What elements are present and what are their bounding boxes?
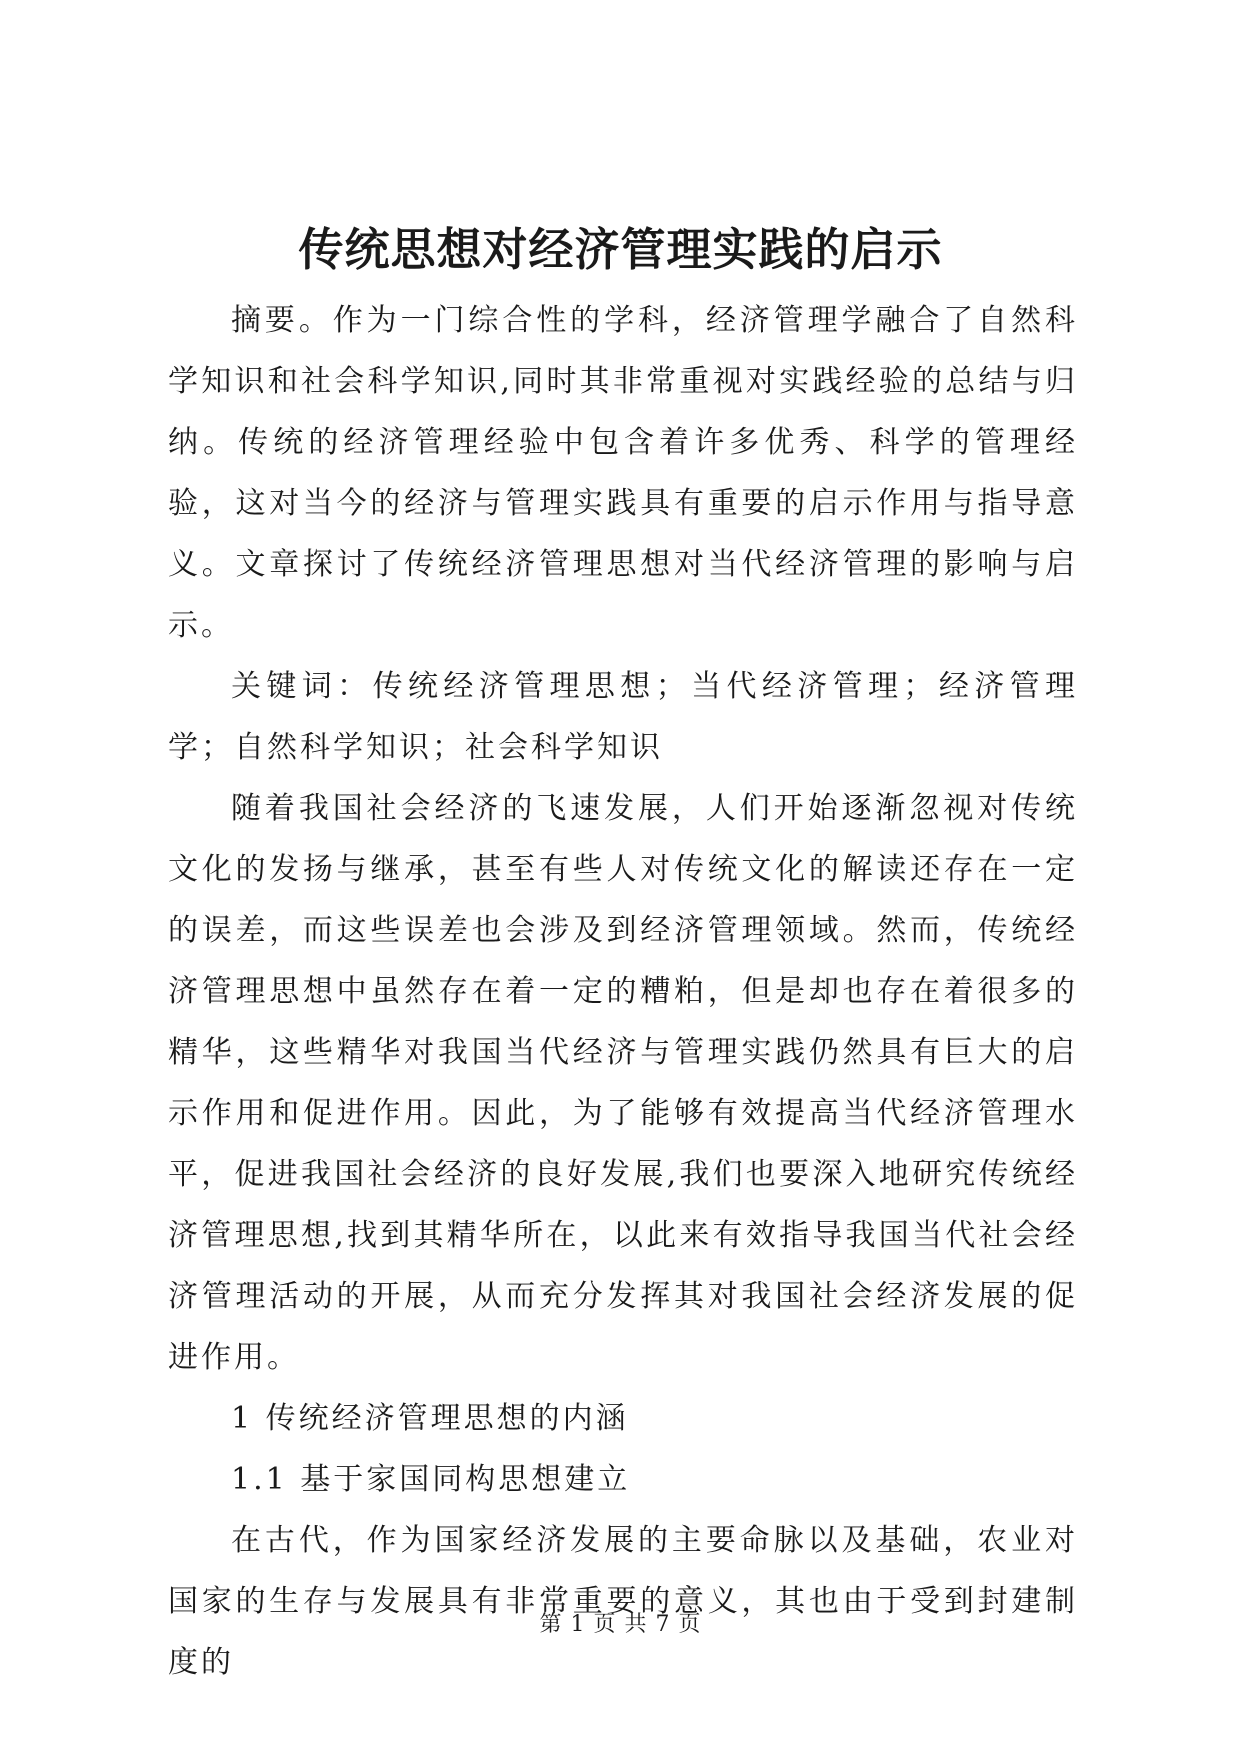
subsection-heading: 1.1 基于家国同构思想建立 (231, 1462, 631, 1497)
body-paragraph: 在古代，作为国家经济发展的主要命脉以及基础，农业对国家的生存与发展具有非常重要的意义，其也由于受到封建制度的 (168, 1523, 1078, 1680)
page-title: 传统思想对经济管理实践的启示 (298, 223, 943, 276)
abstract-paragraph: 摘要。作为一门综合性的学科，经济管理学融合了自然科学知识和社会科学知识,同时其非常重视对实践经验的总结与归纳。传统的经济管理经验中包含着许多优秀、科学的管理经验，这对当今的经济与管理实践具有重要的启示作用与指导意义。文章探讨了传统经济管理思想对当代经济管理的影响与启示。 (168, 303, 1078, 643)
keywords-paragraph: 关键词：传统经济管理思想；当代经济管理；经济管理学；自然科学知识；社会科学知识 (168, 669, 1078, 765)
document-body (168, 290, 1078, 1693)
section-heading: 1 传统经济管理思想的内涵 (231, 1401, 629, 1436)
intro-paragraph: 随着我国社会经济的飞速发展，人们开始逐渐忽视对传统文化的发扬与继承，甚至有些人对传统文化的解读还存在一定的误差，而这些误差也会涉及到经济管理领域。然而，传统经济管理思想中虽然存在着一定的糟粕，但是却也存在着很多的精华，这些精华对我国当代经济与管理实践仍然具有巨大的启示作用和促进作用。因此，为了能够有效提高当代经济管理水平，促进我国社会经济的良好发展,我们也要深入地研究传统经济管理思想,找到其精华所在，以此来有效指导我国当代社会经济管理活动的开展，从而充分发挥其对我国社会经济发展的促进作用。 (168, 791, 1078, 1375)
page-footer: 第 1 页 共 7 页 (539, 1612, 702, 1637)
